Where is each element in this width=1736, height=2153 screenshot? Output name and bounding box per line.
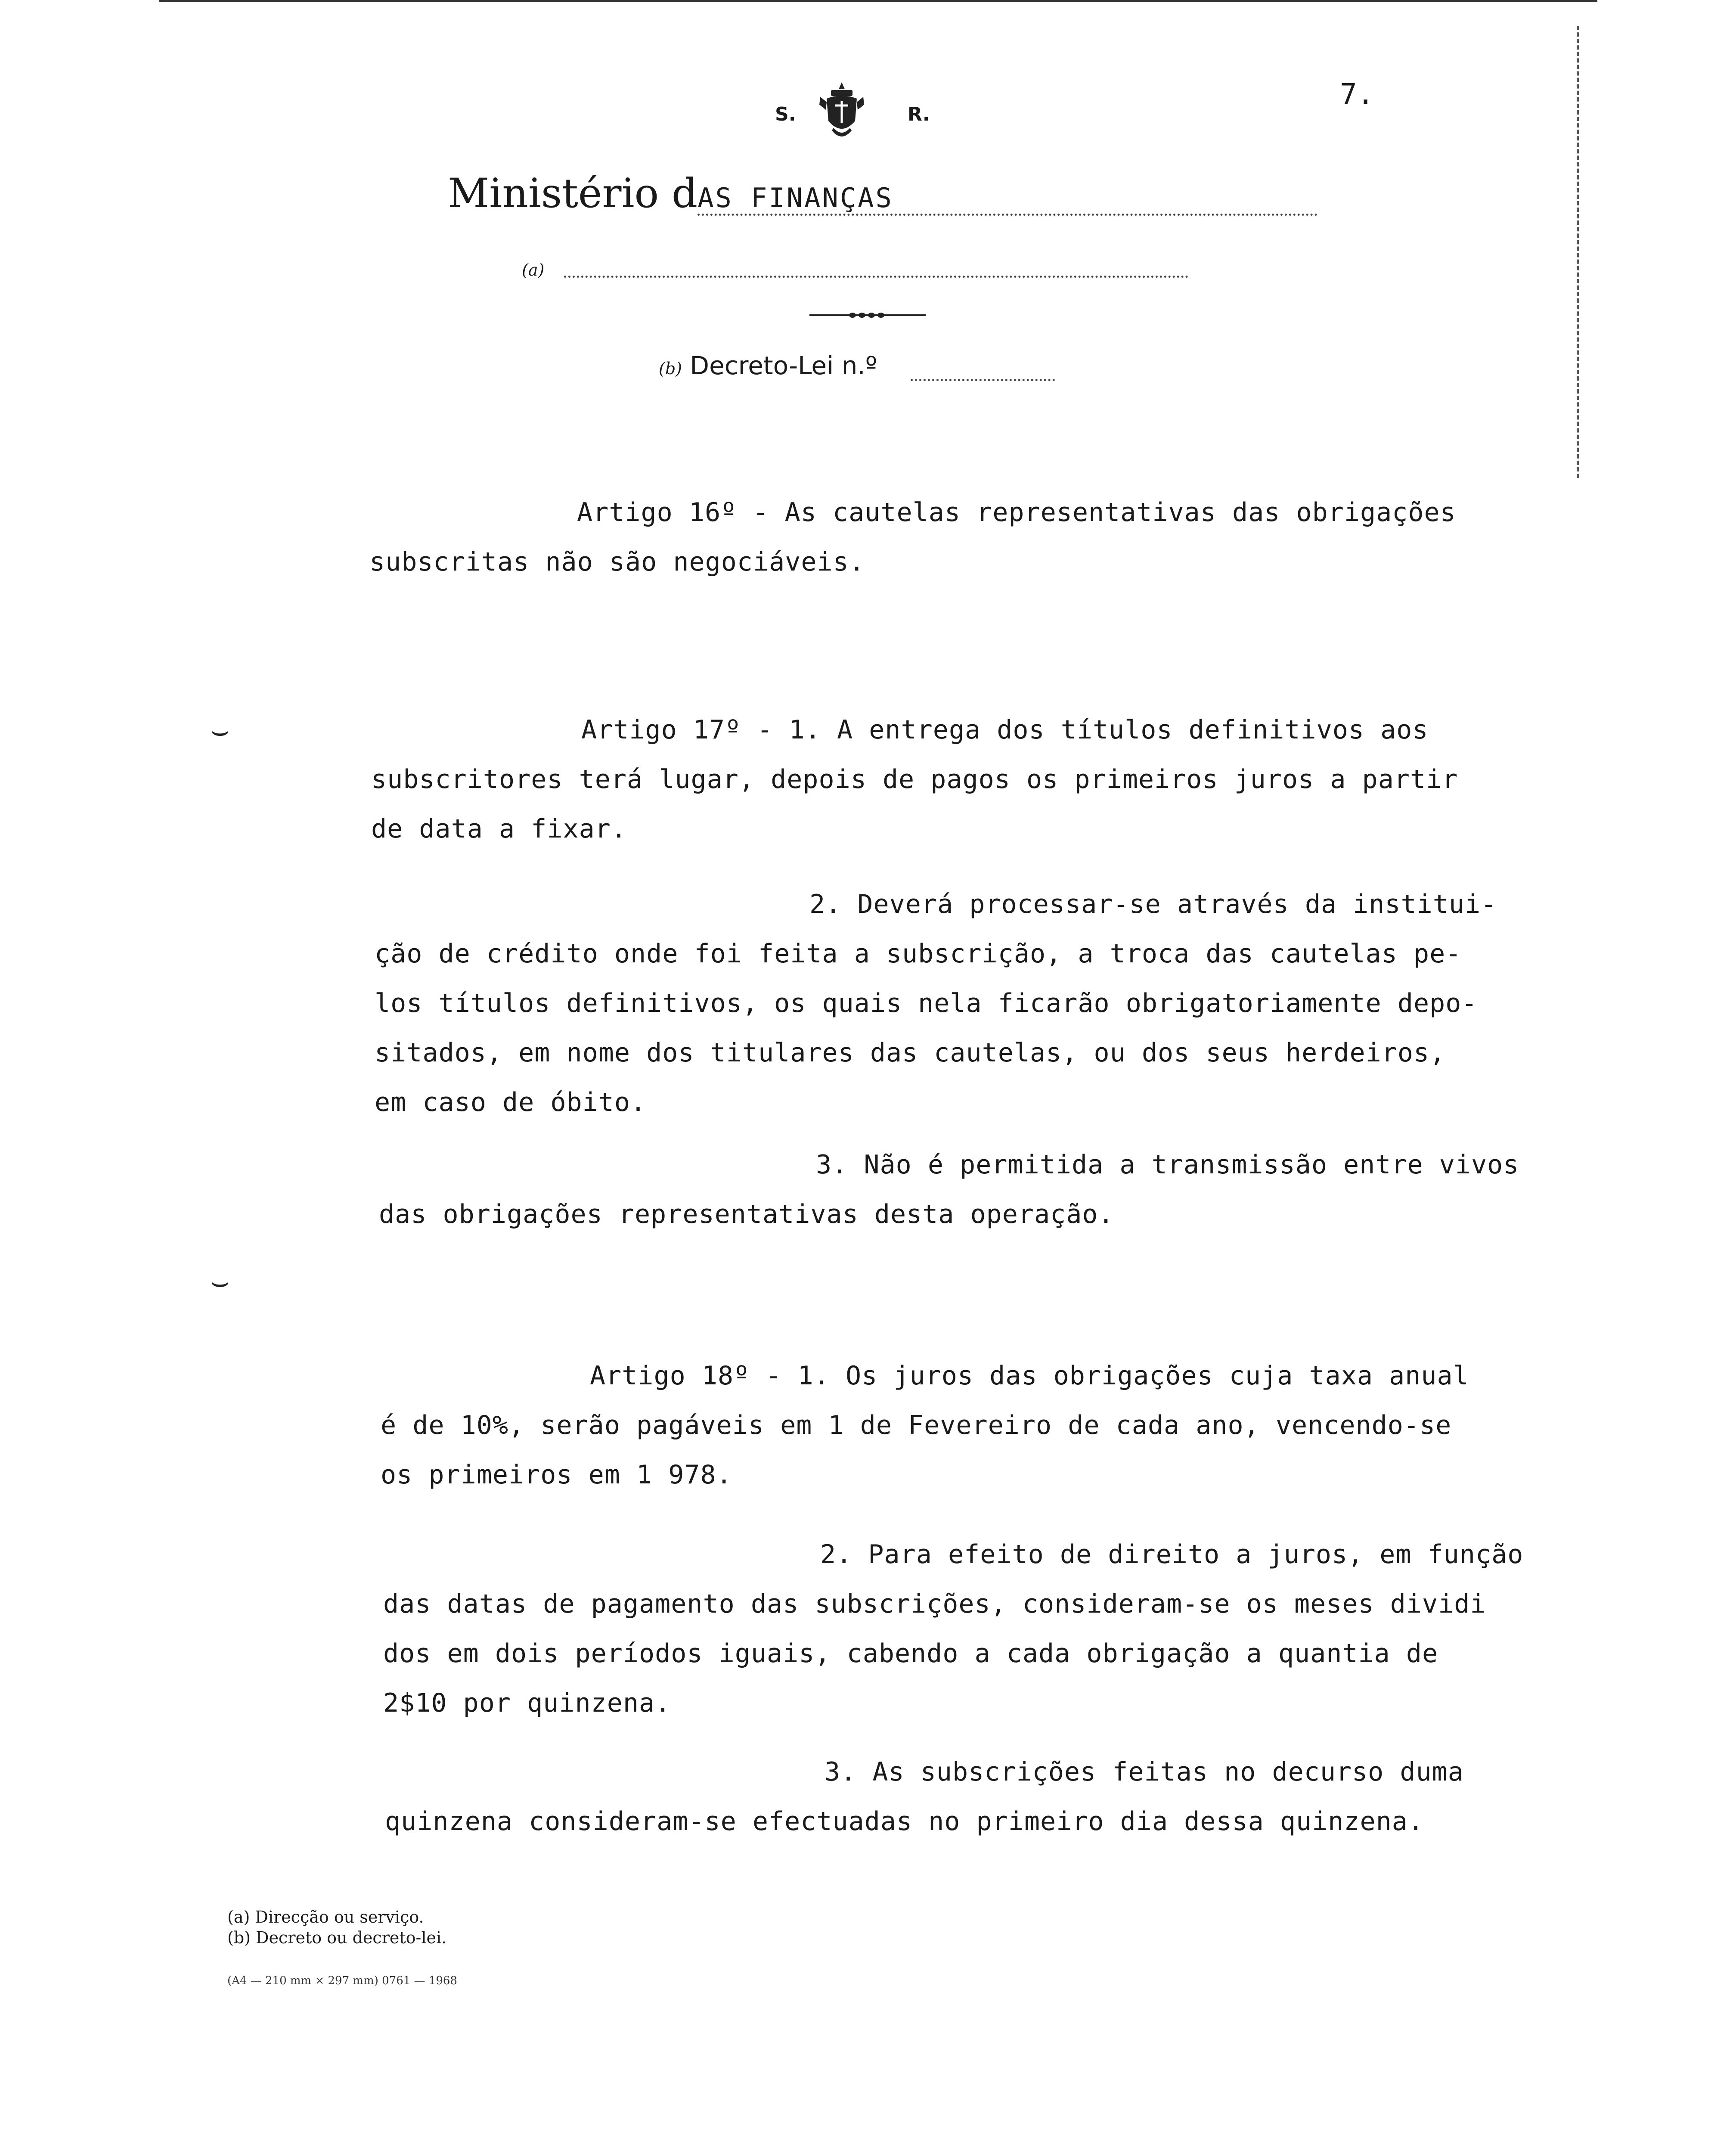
decree-number-field bbox=[911, 379, 1055, 381]
line-a-field bbox=[564, 276, 1188, 278]
ministry-fill: AS FINANÇAS bbox=[698, 182, 1318, 216]
article-17-3-line-1: 3. Não é permitida a transmissão entre vivos bbox=[816, 1150, 1519, 1180]
seal-right-letter: R. bbox=[908, 103, 930, 125]
article-17-line-2: subscritores terá lugar, depois de pagos os primeiros juros a partir bbox=[371, 764, 1458, 794]
coat-of-arms-icon bbox=[818, 80, 865, 144]
margin-mark: ⌣ bbox=[210, 713, 230, 748]
article-18-2-line-2: das datas de pagamento das subscrições, consideram-se os meses dividi bbox=[383, 1589, 1486, 1619]
article-18-line-1: Artigo 18º - 1. Os juros das obrigações cuja taxa anual bbox=[590, 1361, 1469, 1391]
margin-mark: ⌣ bbox=[210, 1264, 230, 1299]
article-18-2-line-3: dos em dois períodos iguais, cabendo a cada obrigação a quantia de bbox=[383, 1638, 1438, 1669]
decree-label bbox=[659, 351, 877, 380]
article-17-line-3: de data a fixar. bbox=[371, 814, 627, 844]
line-a-label: (a) bbox=[522, 261, 545, 279]
form-code: (A4 — 210 mm × 297 mm) 0761 — 1968 bbox=[227, 1974, 457, 1987]
seal-left-letter: S. bbox=[775, 103, 796, 125]
page-number: 7. bbox=[1340, 78, 1374, 111]
article-17-3-line-2: das obrigações representativas desta operação. bbox=[379, 1199, 1114, 1229]
article-17-line-1: Artigo 17º - 1. A entrega dos títulos definitivos aos bbox=[581, 715, 1429, 745]
footnote-b: (b) Decreto ou decreto-lei. bbox=[227, 1928, 447, 1947]
decree-b-label: (b) bbox=[659, 359, 682, 378]
footnote-a: (a) Direcção ou serviço. bbox=[227, 1908, 424, 1927]
right-edge-marks bbox=[1577, 26, 1581, 478]
article-18-2-line-4: 2$10 por quinzena. bbox=[383, 1688, 671, 1718]
top-rule bbox=[159, 0, 1597, 2]
article-18-line-3: os primeiros em 1 978. bbox=[381, 1460, 732, 1490]
article-17-2-line-5: em caso de óbito. bbox=[375, 1087, 647, 1117]
article-16-line-1: Artigo 16º - As cautelas representativas das obrigações bbox=[577, 497, 1456, 527]
ministry-prefix: Ministério d bbox=[448, 170, 698, 217]
decree-text: Decreto-Lei n.º bbox=[690, 351, 877, 380]
article-18-2-line-1: 2. Para efeito de direito a juros, em função bbox=[820, 1539, 1524, 1570]
article-17-2-line-3: los títulos definitivos, os quais nela ficarão obrigatoriamente depo- bbox=[375, 988, 1478, 1018]
divider-ornament bbox=[809, 309, 926, 321]
article-17-2-line-4: sitados, em nome dos titulares das cautelas, ou dos seus herdeiros, bbox=[375, 1038, 1446, 1068]
article-18-line-2: é de 10%, serão pagáveis em 1 de Fevereiro de cada ano, vencendo-se bbox=[381, 1410, 1452, 1440]
article-17-2-line-1: 2. Deverá processar-se através da institui- bbox=[809, 889, 1497, 919]
article-16-line-2: subscritas não são negociáveis. bbox=[369, 547, 865, 577]
ministry-heading bbox=[448, 170, 1318, 217]
article-17-2-line-2: ção de crédito onde foi feita a subscrição, a troca das cautelas pe- bbox=[375, 939, 1462, 969]
article-18-3-line-1: 3. As subscrições feitas no decurso duma bbox=[825, 1757, 1464, 1787]
article-18-3-line-2: quinzena consideram-se efectuadas no primeiro dia dessa quinzena. bbox=[385, 1806, 1424, 1837]
